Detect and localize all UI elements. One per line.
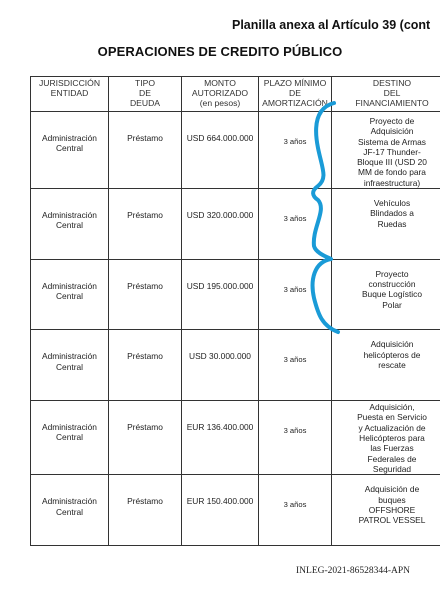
table-row: [31, 189, 440, 260]
cell-tipo: Préstamo: [109, 112, 182, 189]
cell-plazo: 3 años: [259, 112, 332, 189]
table-row: [31, 475, 440, 546]
col-header-destino: DESTINO DEL FINANCIAMIENTO: [332, 77, 440, 112]
table-row: [31, 112, 440, 189]
credit-operations-table: [30, 76, 440, 546]
cell-destino: Adquisición, Puesta en Servicio y Actualización de Helicópteros para las Fuerzas Federales de Seguridad: [332, 401, 440, 475]
table-row: [31, 401, 440, 475]
table-row: [31, 259, 440, 330]
cell-entidad: Administración Central: [31, 259, 109, 330]
cell-entidad: Administración Central: [31, 330, 109, 401]
cell-monto: USD 30.000.000: [182, 330, 259, 401]
cell-entidad: Administración Central: [31, 112, 109, 189]
cell-monto: USD 320.000.000: [182, 189, 259, 260]
col-header-tipo: TIPO DE DEUDA: [109, 77, 182, 112]
cell-plazo: 3 años: [259, 259, 332, 330]
col-header-entidad: JURISDICCIÓN ENTIDAD: [31, 77, 109, 112]
cell-destino: Proyecto construcción Buque Logístico Polar: [332, 259, 440, 330]
cell-plazo: 3 años: [259, 475, 332, 546]
cell-entidad: Administración Central: [31, 189, 109, 260]
cell-destino: Proyecto de Adquisición Sistema de Armas JF-17 Thunder- Bloque III (USD 20 MM de fondo para infraestructura): [332, 112, 440, 189]
cell-plazo: 3 años: [259, 330, 332, 401]
table-header-row: [31, 77, 440, 112]
page-title: OPERACIONES DE CREDITO PÚBLICO: [97, 44, 343, 59]
cell-tipo: Préstamo: [109, 475, 182, 546]
cell-monto: EUR 136.400.000: [182, 401, 259, 475]
cell-monto: USD 664.000.000: [182, 112, 259, 189]
document-id: INLEG-2021-86528344-APN: [296, 566, 410, 576]
cell-monto: EUR 150.400.000: [182, 475, 259, 546]
cell-entidad: Administración Central: [31, 475, 109, 546]
cell-tipo: Préstamo: [109, 401, 182, 475]
col-header-monto: MONTO AUTORIZADO (en pesos): [182, 77, 259, 112]
cell-monto: USD 195.000.000: [182, 259, 259, 330]
annex-header: Planilla anexa al Artículo 39 (cont: [232, 18, 431, 32]
table-row: [31, 330, 440, 401]
cell-plazo: 3 años: [259, 401, 332, 475]
cell-plazo: 3 años: [259, 189, 332, 260]
cell-destino: Adquisición helicópteros de rescate: [332, 330, 440, 401]
col-header-plazo: PLAZO MÍNIMO DE AMORTIZACIÓN: [259, 77, 332, 112]
cell-entidad: Administración Central: [31, 401, 109, 475]
cell-destino: Vehículos Blindados a Ruedas: [332, 189, 440, 260]
cell-tipo: Préstamo: [109, 189, 182, 260]
cell-tipo: Préstamo: [109, 330, 182, 401]
cell-tipo: Préstamo: [109, 259, 182, 330]
cell-destino: Adquisición de buques OFFSHORE PATROL VESSEL: [332, 475, 440, 546]
